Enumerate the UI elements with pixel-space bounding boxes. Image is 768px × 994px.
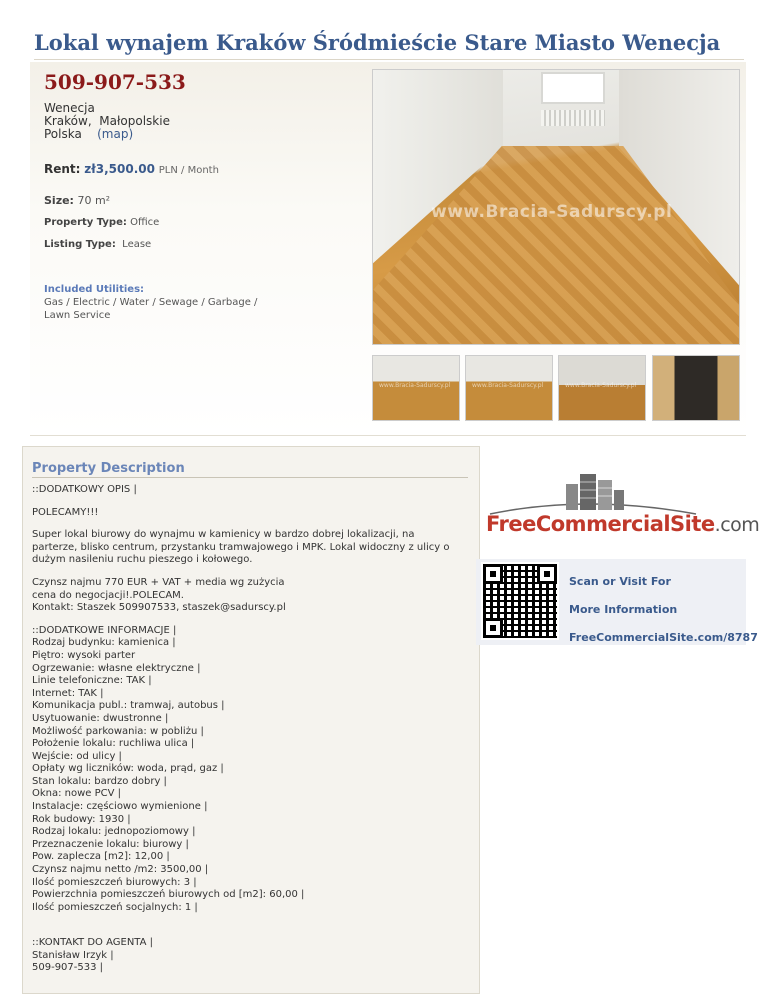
- city-region: [44, 114, 170, 128]
- listing-type-row: [44, 239, 151, 250]
- photo-thumbnail-1[interactable]: [372, 355, 460, 421]
- brand-tld: .com: [714, 514, 760, 536]
- utilities-value: Gas / Electric / Water / Sewage / Garbage / Lawn Service: [44, 297, 258, 321]
- size-value: 70 m²: [77, 194, 111, 207]
- qr-caption-line-2: More Information: [569, 603, 678, 616]
- country: Polska: [44, 127, 82, 141]
- city: Kraków,: [44, 114, 92, 128]
- region: Małopolskie: [99, 114, 170, 128]
- description-paragraph: Super lokal biurowy do wynajmu w kamienicy w bardzo dobrej lokalizacji, na parterze, blisko centrum, przystanku tramwajowego i MPK. Lokal widoczny z ulicy o dużym nasileniu ruchu pieszego i kołowego.: [32, 529, 450, 566]
- listing-type-value: Lease: [122, 239, 152, 250]
- main-property-photo[interactable]: [372, 69, 740, 345]
- size-label: Size:: [44, 194, 74, 207]
- address-line: Wenecja: [44, 101, 95, 115]
- qr-finder: [483, 564, 503, 584]
- description-heading: Property Description: [32, 461, 468, 478]
- qr-caption-url[interactable]: FreeCommercialSite.com/8787: [569, 631, 758, 644]
- thumbnail-watermark: www.Bracia-Sadurscy.pl: [472, 382, 544, 389]
- map-link[interactable]: (map): [97, 127, 134, 141]
- rent-label: Rent:: [44, 162, 81, 176]
- qr-finder: [483, 618, 503, 638]
- property-type-row: [44, 217, 159, 228]
- country-line: [44, 127, 133, 141]
- listing-type-label: Listing Type:: [44, 239, 116, 250]
- freecommercialsite-brand[interactable]: [486, 512, 759, 536]
- qr-caption-line-1: Scan or Visit For: [569, 575, 671, 588]
- description-paragraph: ::KONTAKT DO AGENTA | Stanisław Irzyk | 509-907-533 |: [32, 937, 154, 974]
- rent-unit: PLN / Month: [158, 165, 219, 176]
- utilities-label: Included Utilities:: [44, 284, 145, 295]
- photo-thumbnail-2[interactable]: [465, 355, 553, 421]
- description-paragraph: Czynsz najmu 770 EUR + VAT + media wg zużycia cena do negocjacji!.POLECAM. Kontakt: Staszek 509907533, staszek@sadurscy.pl: [32, 576, 286, 614]
- photo-radiator: [541, 110, 605, 126]
- thumbnail-watermark: www.Bracia-Sadurscy.pl: [379, 382, 451, 389]
- description-paragraph: ::DODATKOWY OPIS |: [32, 484, 137, 495]
- size-row: [44, 194, 110, 207]
- qr-code-icon[interactable]: [481, 562, 559, 640]
- phone-number[interactable]: 509-907-533: [44, 70, 186, 94]
- photo-window: [541, 72, 605, 104]
- description-paragraph: POLECAMY!!!: [32, 506, 99, 518]
- property-type-value: Office: [130, 217, 160, 228]
- map-link-label[interactable]: map: [101, 127, 129, 141]
- photo-watermark: www.Bracia-Sadurscy.pl: [431, 202, 673, 222]
- brand-main: FreeCommercialSite: [486, 512, 715, 536]
- photo-thumbnail-4[interactable]: [652, 355, 740, 421]
- page-title: Lokal wynajem Kraków Śródmieście Stare Miasto Wenecja: [34, 30, 744, 60]
- thumbnail-watermark: www.Bracia-Sadurscy.pl: [565, 382, 637, 389]
- description-paragraph: ::DODATKOWE INFORMACJE | Rodzaj budynku: kamienica | Piętro: wysoki parter Ogrzewanie: własne elektryczne | Linie telefoniczne: TAK | Internet: TAK | Komunikacja publ.: tramwaj, autobus | Usytuowanie: dwustronne | Możliwość parkowania: w pobliżu | Położenie lokalu: ruchliwa ulica | Wejście: od ulicy | Opłaty wg liczników: woda, prąd, gaz | Stan lokalu: bardzo dobry | Okna: nowe PCV | Instalacje: częściowo wymienione | Rok budowy: 1930 | Rodzaj lokalu: jednopoziomowy | Przeznaczenie lokalu: biurowy | Pow. zaplecza [m2]: 12,00 | Czynsz najmu netto /m2: 3500,00 | Ilość pomieszczeń biurowych: 3 | Powierzchnia pomieszczeń biurowych od [m2]: 60,00 | Ilość pomieszczeń socjalnych: 1 |: [32, 624, 305, 913]
- description-body: [32, 484, 462, 985]
- photo-thumbnail-3[interactable]: [558, 355, 646, 421]
- qr-finder: [537, 564, 557, 584]
- rent-row: [44, 162, 219, 176]
- rent-value: zł3,500.00: [84, 162, 155, 176]
- property-type-label: Property Type:: [44, 217, 127, 228]
